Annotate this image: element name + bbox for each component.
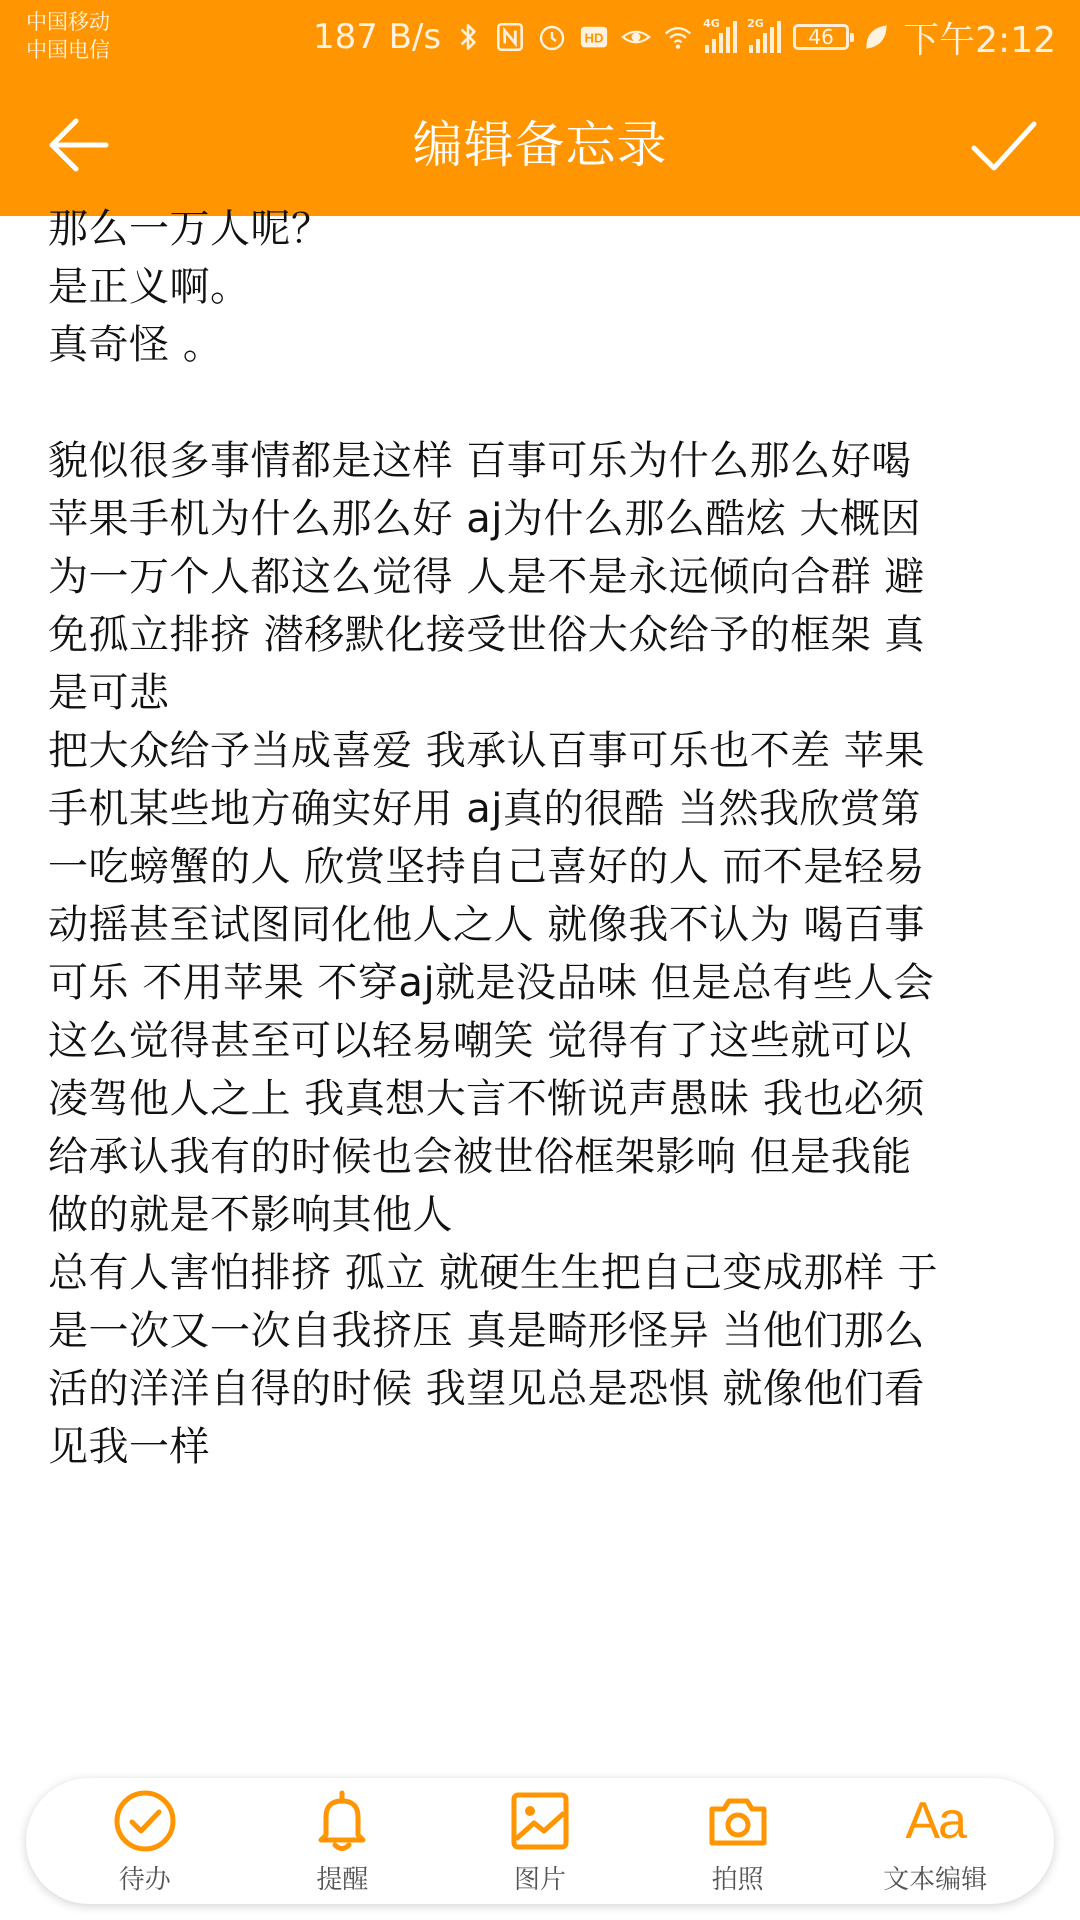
leaf-icon: [861, 20, 891, 54]
memo-line: 是一次又一次自我挤压 真是畸形怪异 当他们那么: [48, 1308, 925, 1354]
memo-line: 是正义啊。: [48, 264, 251, 310]
memo-line: 为一万个人都这么觉得 人是不是永远倾向合群 避: [48, 554, 925, 600]
alarm-icon: [537, 20, 567, 54]
eye-icon: [621, 20, 651, 54]
memo-line: 活的洋洋自得的时候 我望见总是恐惧 就像他们看: [48, 1366, 925, 1412]
nfc-icon: [495, 20, 525, 54]
page-title: 编辑备忘录: [412, 116, 668, 174]
network-speed: 187 B/s: [312, 17, 442, 57]
signal-2g-tag: 2G: [747, 17, 764, 30]
battery-icon: 46: [793, 24, 849, 50]
memo-text-editor[interactable]: [48, 200, 1038, 1476]
memo-line: 这么觉得甚至可以轻易嘲笑 觉得有了这些就可以: [48, 1018, 912, 1064]
memo-line: 动摇甚至试图同化他人之人 就像我不认为 喝百事: [48, 902, 925, 948]
signal-2g-icon: [747, 17, 781, 53]
memo-line: 把大众给予当成喜爱 我承认百事可乐也不差 苹果: [48, 728, 925, 774]
camera-label: 拍照: [711, 1864, 764, 1895]
memo-line: 总有人害怕排挤 孤立 就硬生生把自己变成那样 于: [48, 1250, 939, 1296]
text-edit-label: 文本编辑: [883, 1864, 988, 1895]
camera-button[interactable]: [653, 1783, 823, 1899]
remind-button[interactable]: [257, 1783, 427, 1899]
hd-icon: [579, 20, 609, 54]
memo-line: 真奇怪 。: [48, 322, 224, 368]
memo-line: 凌驾他人之上 我真想大言不惭说声愚昧 我也必须: [48, 1076, 925, 1122]
confirm-button[interactable]: [968, 110, 1040, 180]
image-button[interactable]: [455, 1783, 625, 1899]
clock: 下午2:12: [903, 19, 1056, 61]
bottom-toolbar: [26, 1778, 1054, 1904]
remind-label: 提醒: [316, 1864, 369, 1895]
memo-line: 苹果手机为什么那么好 aj为什么那么酷炫 大概因: [48, 496, 922, 542]
text-format-icon: Aa: [905, 1791, 965, 1850]
checkmark-icon: [968, 110, 1040, 180]
text-edit-button[interactable]: [850, 1783, 1020, 1899]
svg-text:HD: HD: [584, 30, 604, 46]
app-bar: [0, 72, 1080, 216]
memo-line: 可乐 不用苹果 不穿aj就是没品味 但是总有些人会: [48, 960, 935, 1006]
memo-line: 貌似很多事情都是这样 百事可乐为什么那么好喝: [48, 438, 912, 484]
memo-line: 做的就是不影响其他人: [48, 1192, 453, 1238]
image-icon: [506, 1787, 574, 1855]
signal-4g-tag: 4G: [703, 17, 720, 30]
camera-icon: [704, 1787, 772, 1855]
carrier-1: 中国移动: [26, 10, 110, 34]
bluetooth-icon: [453, 20, 483, 54]
memo-line: [48, 374, 1038, 432]
bell-icon: [308, 1787, 376, 1855]
memo-line: 见我一样: [48, 1424, 210, 1470]
status-icons: [313, 12, 1056, 62]
todo-label: 待办: [118, 1864, 171, 1895]
header: [0, 0, 1080, 216]
signal-4g-icon: [703, 17, 737, 53]
memo-line: 免孤立排挤 潜移默化接受世俗大众给予的框架 真: [48, 612, 925, 658]
memo-line: 给承认我有的时候也会被世俗框架影响 但是我能: [48, 1134, 912, 1180]
status-bar: [0, 0, 1080, 72]
memo-line: 是可悲: [48, 670, 170, 716]
image-label: 图片: [513, 1864, 566, 1895]
memo-line: 手机某些地方确实好用 aj真的很酷 当然我欣赏第: [48, 786, 922, 832]
memo-line: 那么一万人呢？: [48, 206, 332, 252]
memo-line: 一吃螃蟹的人 欣赏坚持自己喜好的人 而不是轻易: [48, 844, 925, 890]
carrier-info: [26, 8, 110, 64]
wifi-icon: [663, 20, 693, 54]
check-circle-icon: [111, 1787, 179, 1855]
carrier-2: 中国电信: [26, 38, 110, 62]
todo-button[interactable]: [60, 1783, 230, 1899]
